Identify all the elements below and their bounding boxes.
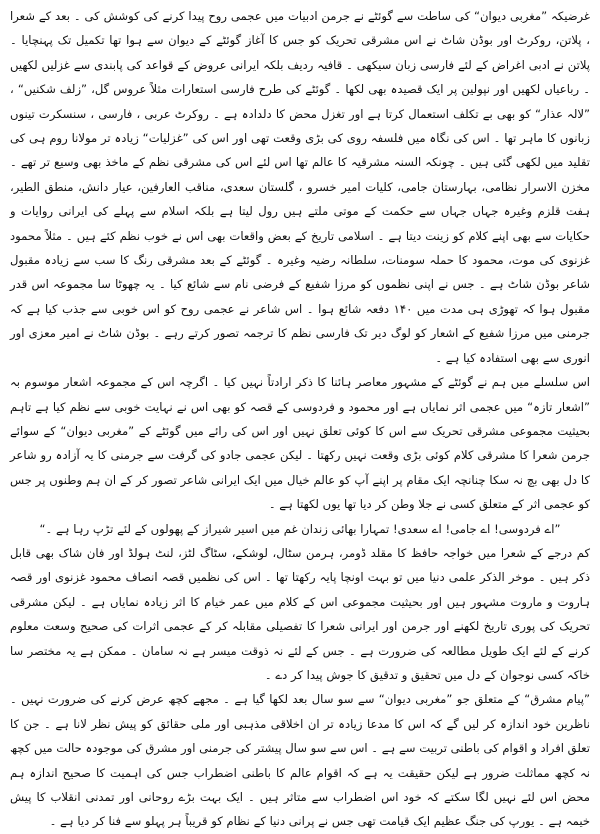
paragraph-1: غرضیکہ ”مغربی دیوان“ کی ساطت سے گوئٹے نے جرمن ادبیات میں عجمی روح پیدا کرنے کی کوشش کی ۔ بعد کے شعرا ، پلاتن، روکرٹ اور بوڈن شاٹ نے اس مشرقی تحریک کو جس کا آغاز گوئٹے کے دیوان سے ہوا تھا تکمیل تک پہنچایا ۔ پلاتن نے ادبی اغراض کے لئے فارسی زبان سیکھی ۔ قافیہ ردیف بلکہ ایرانی عروض کے قواعد کی پابندی سے غزلیں لکھیں ۔ رباعیاں لکھیں اور نپولین پر ایک قصیدہ بھی لکھا ۔ گوئٹے کی طرح فارسی استعارات مثلاً عروس گل، ”زلف شکنیں“ ، ”لالہ عذار“ کو بھی بے تکلف استعمال کرتا ہے اور تغزل محض کا دلدادہ ہے ۔ روکرٹ عربی ، فارسی ، سنسکرت تینوں زبانوں کا ماہر تھا ۔ اس کی نگاہ میں فلسفہ روی کی بڑی وقعت تھی اور اس کی ”غزلیات“ زیادہ تر مولانا روم ہی کی تقلید میں لکھی گئی ہیں ۔ چونکہ السنہ مشرقیہ کا عالم تھا اس لئے اس کی مشرقی نظم کے ماخذ بھی وسیع تر تھے ۔ مخزن الاسرار نظامی، بہارستان جامی، کلیات امیر خسرو ، گلستان سعدی، مناقب العارفین، عیار دانش، منطق الطیر، ہفت قلزم وغیرہ جہاں جہاں سے حکمت کے موتی ملتے ہیں رول لیتا ہے بلکہ اسلام سے پہلے کی ایرانی روایات و حکایات سے بھی اپنے کلام کو زینت دیتا ہے ۔ اسلامی تاریخ کے بعض واقعات بھی اس نے خوب نظم کئے ہیں ۔ مثلاً محمود غزنوی کی موت، محمود کا حملہ سومنات، سلطانہ رضیہ وغیرہ ۔ گوئٹے کے بعد مشرقی رنگ کا سب سے زیادہ مقبول شاعر بوڈن شاٹ ہے ۔ جس نے اپنی نظموں کو مرزا شفیع کے فرضی نام سے شائع کیا ۔ یہ چھوٹا سا مجموعہ اس قدر مقبول ہوا کہ تھوڑی ہی مدت میں ۱۴۰ دفعہ شائع ہوا ۔ اس شاعر نے عجمی روح کو اس خوبی سے جذب کیا ہے کہ جرمنی میں مرزا شفیع کے اشعار کو لوگ دیر تک فارسی نظم کا ترجمہ تصور کرتے رہے ۔ بوڈن شاٹ نے امیر معزی اور انوری سے بھی استفادہ کیا ہے ۔ — [10, 9, 590, 365]
paragraph-4: ”پیام مشرق“ کے متعلق جو ”مغربی دیوان“ سے سو سال بعد لکھا گیا ہے ۔ مجھے کچھ عرض کرنے کی ضرورت نہیں ۔ ناظرین خود اندازہ کر لیں گے کہ اس کا مدعا زیادہ تر ان اخلاقی مذہبی اور ملی حقائق کو پیش نظر لانا ہے ۔ جن کا تعلق افراد و اقوام کی باطنی تربیت سے ہے ۔ اس سے سو سال پیشتر کی جرمنی اور مشرق کی موجودہ حالت میں کچھ نہ کچھ مماثلت ضرور ہے لیکن حقیقت یہ ہے کہ اقوام عالم کا باطنی اضطراب جس کی اہمیت کا صحیح اندازہ ہم محض اس لئے نہیں لگا سکتے کہ خود اس اضطراب سے متاثر ہیں ۔ ایک بہت بڑے روحانی اور تمدنی انقلاب کا پیش خیمہ ہے ۔ یورپ کی جنگ عظیم ایک قیامت تھی جس نے پرانی دنیا کے نظام کو قریباً ہر پہلو سے فنا کر دیا ہے ۔ — [9, 692, 590, 829]
verse-quote: ”اے فردوسی! اے جامی! اے سعدی! تمہارا بھائی زندان غم میں اسیر شیراز کے پھولوں کے لئے تڑپ رہا ہے ۔“ — [39, 521, 561, 536]
paragraph-2: اس سلسلے میں ہم نے گوئٹے کے مشہور معاصر ہائنا کا ذکر ارادتاً نہیں کیا ۔ اگرچہ اس کے مجموعہ اشعار موسوم بہ ”اشعار تازہ“ میں عجمی اثر نمایاں ہے اور محمود و فردوسی کے قصہ کو بھی اس نے نہایت خوبی سے نظم کیا ہے تاہم بحیثیت مجموعی مشرقی تحریک سے اس کا کوئی تعلق نہیں اور اس کی رائے میں گوئٹے کے ”مغربی دیوان“ کے سوائے جرمن شعرا کا مشرقی کلام کوئی بڑی وقعت نہیں رکھتا ۔ لیکن عجمی جادو کی گرفت سے جرمنی کا یہ آزادہ رو شاعر کا دل بھی بچ نہ سکا چنانچہ ایک مقام پر اپنے آپ کو عالم خیال میں ایک ایرانی شاعر تصور کر کے ان ہم وطنوں پر جس کو عجمی اثر کے متعلق کسی نے جلا وطن کر دیا تھا یوں لکھتا ہے ۔ — [10, 375, 590, 512]
paragraph-3: کم درجے کے شعرا میں خواجہ حافظ کا مقلد ڈومر، ہرمن سٹال، لوشکے، سٹاگ لٹز، لنٹ ہولڈ اور فان شاک بھی قابل ذکر ہیں ۔ موخر الذکر علمی دنیا میں تو بہت اونچا پایہ رکھتا تھا ۔ اس کی نظمیں قصہ انصاف محمود غزنوی اور قصہ ہاروت و ماروت مشہور ہیں اور بحیثیت مجموعی اس کے کلام میں عمر خیام کا اثر زیادہ نمایاں ہے ۔ لیکن مشرقی تحریک کی پوری تاریخ لکھنے اور جرمن اور ایرانی شعرا کا تفصیلی مقابلہ کر کے عجمی اثرات کی صحیح وسعت معلوم کرنے کے لئے ایک طویل مطالعہ کی ضرورت ہے ۔ جس کے لئے نہ ذوقت میسر ہے نہ سامان ۔ ممکن ہے یہ مختصر سا خاکہ کسی نوجوان کے دل میں تحقیق و تدقیق کا جوش پیدا کر دے ۔ — [10, 545, 590, 682]
